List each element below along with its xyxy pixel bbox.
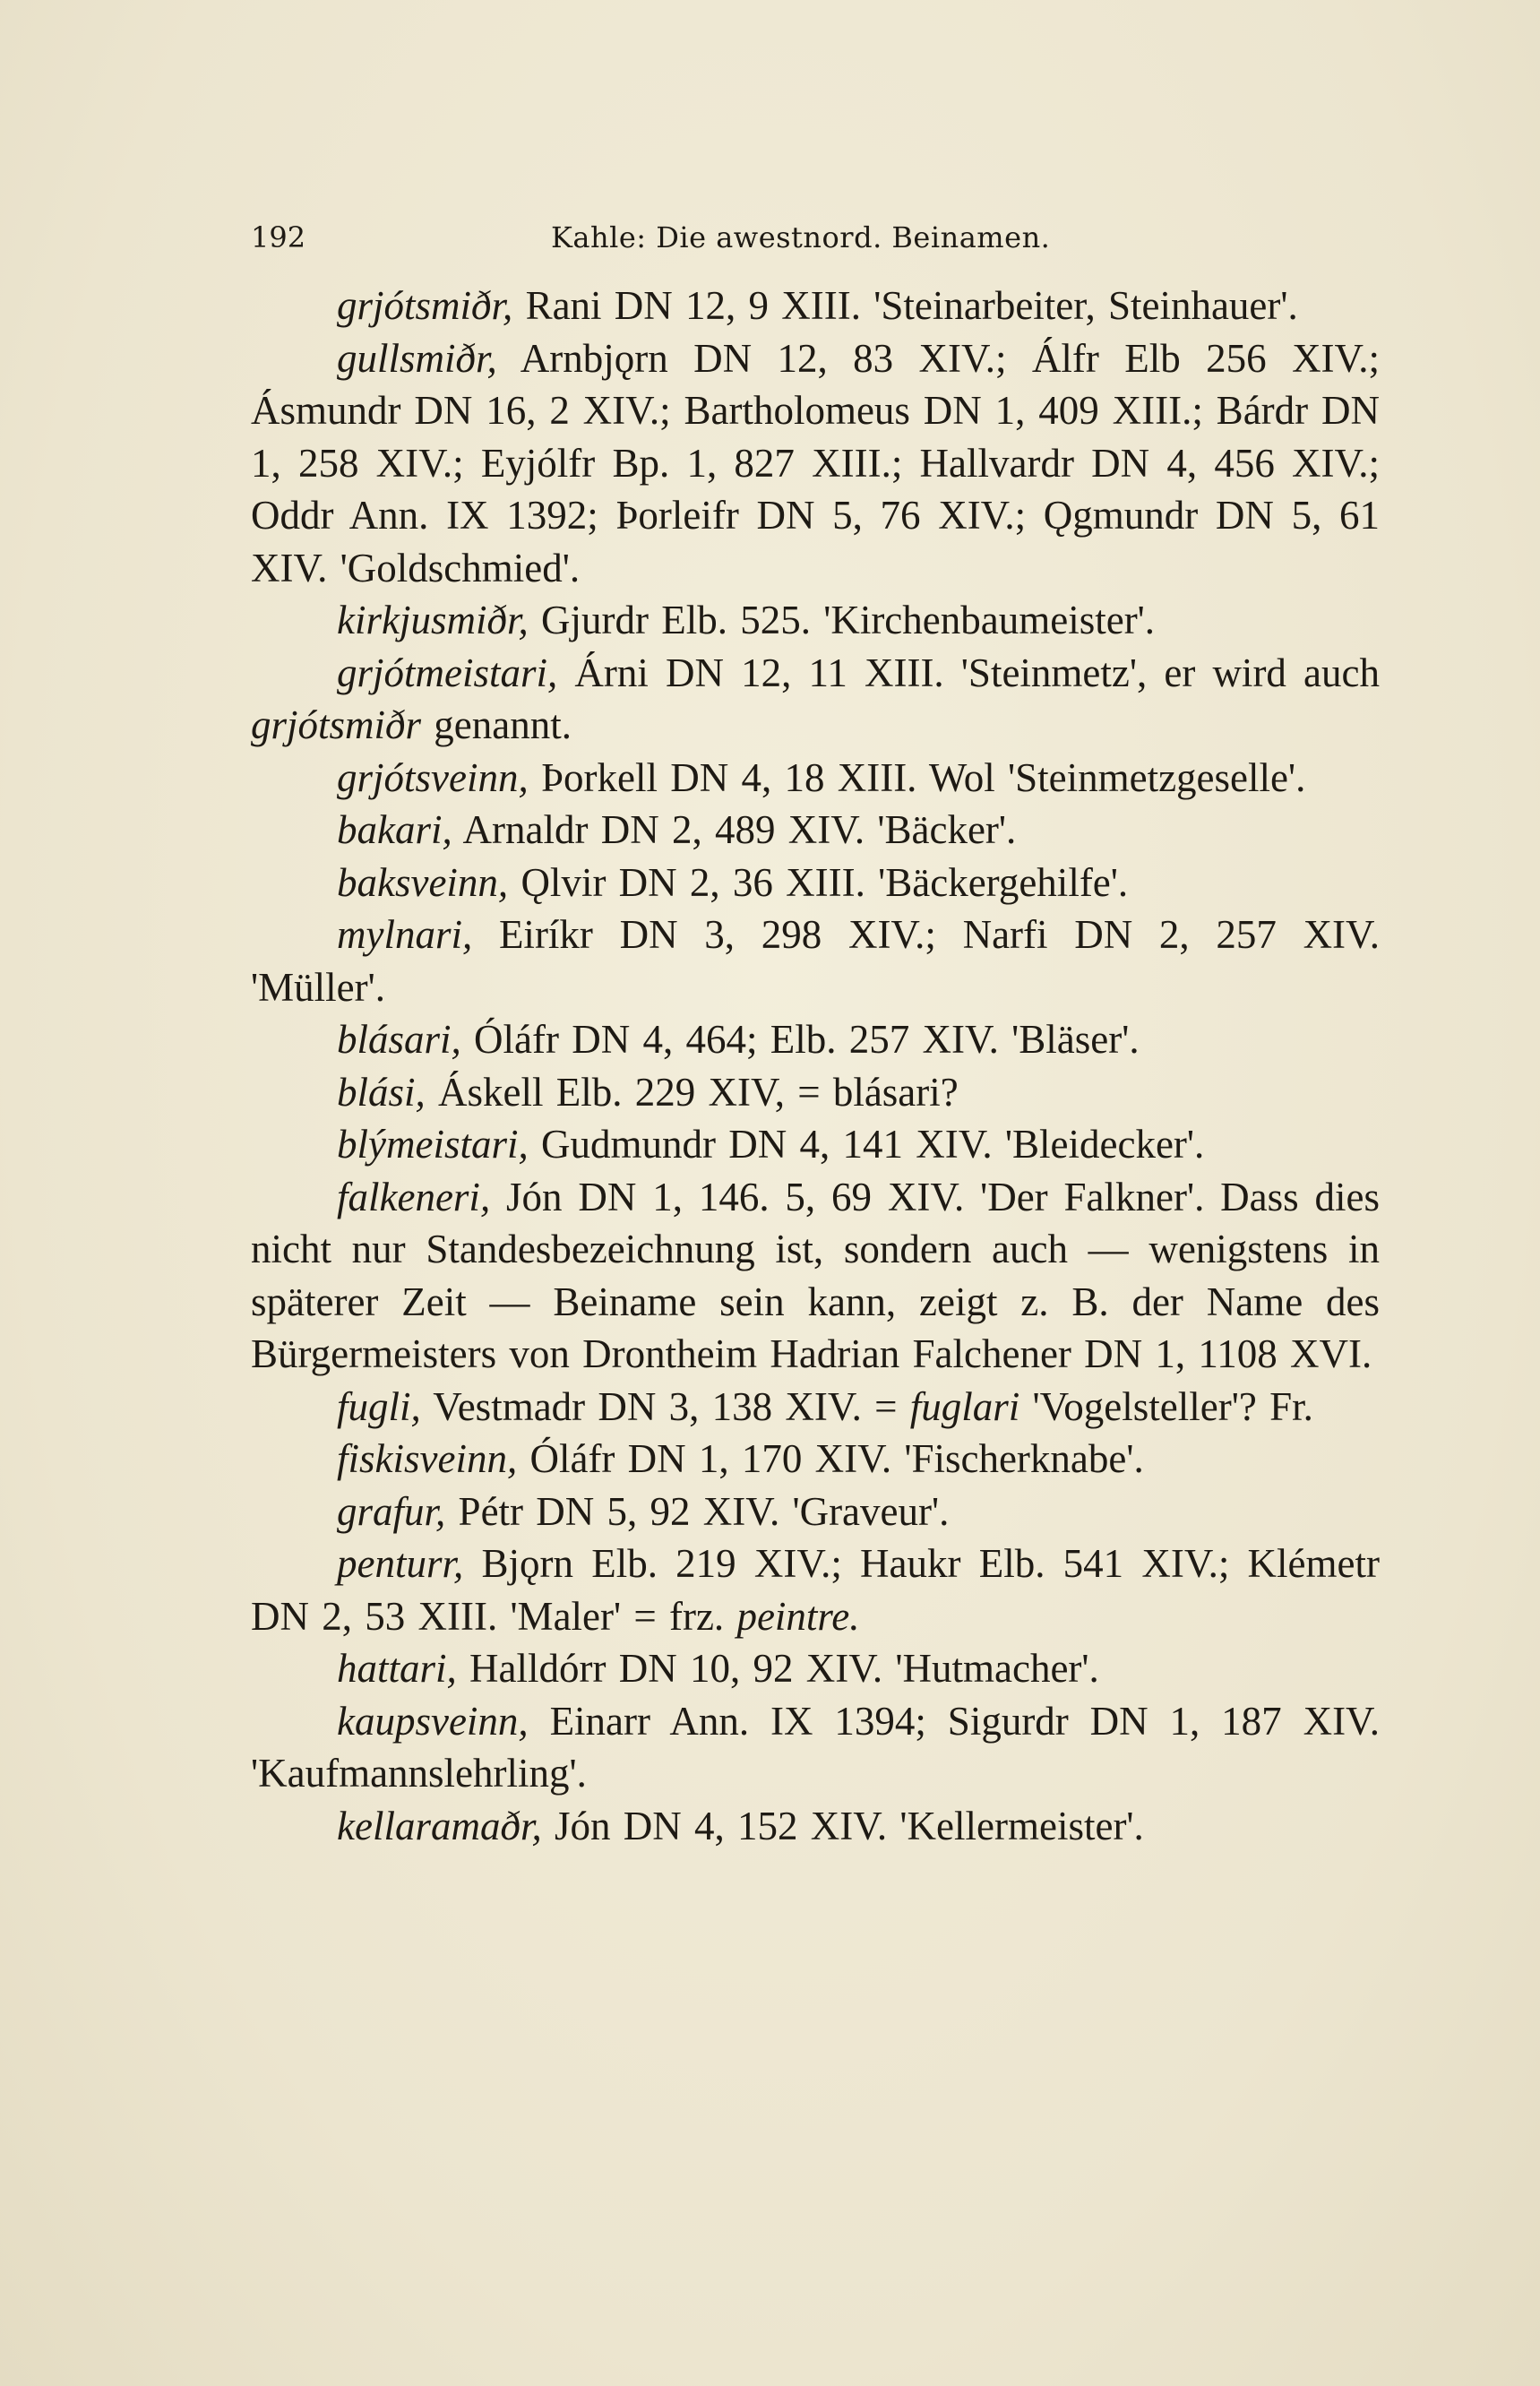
headword: bakari, bbox=[337, 807, 452, 852]
entry bbox=[251, 332, 1380, 595]
entry-text: Árni DN 12, 11 XIII. 'Steinmetz', er wird auch bbox=[557, 650, 1380, 695]
headword: grafur, bbox=[337, 1488, 446, 1534]
entry-text: Einarr Ann. IX 1394; Sigurdr DN 1, 187 XIV. 'Kaufmannslehrling'. bbox=[251, 1698, 1380, 1796]
headword: grjótsmiðr, bbox=[337, 283, 513, 328]
entry-text: Arnbjǫrn DN 12, 83 XIV.; Álfr Elb 256 XIV.; Ásmundr DN 16, 2 XIV.; Bartholomeus DN 1, 409 XIII.; Bárdr DN 1, 258 XIV.; Eyjólfr Bp. 1, 827 XIII.; Hallvardr DN 4, 456 XIV.; Oddr Ann. IX 1392; Þorleifr DN 5, 76 XIV.; Ǫgmundr DN 5, 61 XIV. 'Goldschmied'. bbox=[251, 335, 1380, 590]
entry-text: Arnaldr DN 2, 489 XIV. 'Bäcker'. bbox=[452, 807, 1017, 852]
entry bbox=[251, 1381, 1380, 1434]
headword: fugli, bbox=[337, 1383, 421, 1429]
page-number: 192 bbox=[251, 220, 306, 254]
headword: blási, bbox=[337, 1069, 426, 1115]
headword: blýmeistari, bbox=[337, 1122, 529, 1167]
entry bbox=[251, 1118, 1380, 1171]
entry bbox=[251, 804, 1380, 857]
headword: gullsmiðr, bbox=[337, 335, 497, 381]
entry-text: Óláfr DN 4, 464; Elb. 257 XIV. 'Bläser'. bbox=[460, 1017, 1140, 1062]
entry bbox=[251, 1486, 1380, 1538]
entry-text: Þorkell DN 4, 18 XIII. Wol 'Steinmetzgeselle'. bbox=[528, 754, 1306, 800]
entry-text: Ǫlvir DN 2, 36 XIII. 'Bäckergehilfe'. bbox=[508, 859, 1129, 905]
entry bbox=[251, 1171, 1380, 1381]
entry-text: Rani DN 12, 9 XIII. 'Steinarbeiter, Steinhauer'. bbox=[512, 283, 1298, 328]
entry bbox=[251, 647, 1380, 752]
headword: kirkjusmiðr, bbox=[337, 598, 529, 642]
entry bbox=[251, 1800, 1380, 1853]
entry-text: Jón DN 4, 152 XIV. 'Kellermeister'. bbox=[541, 1803, 1144, 1848]
headword: fiskisveinn, bbox=[337, 1436, 518, 1481]
entry-text: Gudmundr DN 4, 141 XIV. 'Bleidecker'. bbox=[528, 1122, 1205, 1167]
entry bbox=[251, 1642, 1380, 1695]
entry-text: Gjurdr Elb. 525. 'Kirchenbaumeister'. bbox=[528, 598, 1156, 642]
headword: falkeneri, bbox=[337, 1174, 491, 1219]
headword-inline: peintre. bbox=[736, 1593, 860, 1639]
headword: blásari, bbox=[337, 1017, 461, 1062]
entry-text-cont: 'Vogelsteller'? Fr. bbox=[1019, 1383, 1313, 1429]
headword: kellaramaðr, bbox=[337, 1803, 542, 1848]
entry-text: Pétr DN 5, 92 XIV. 'Graveur'. bbox=[445, 1488, 950, 1534]
headword-inline: grjótsmiðr bbox=[251, 702, 422, 747]
headword: grjótmeistari, bbox=[337, 650, 558, 695]
entry bbox=[251, 752, 1380, 805]
entry bbox=[251, 857, 1380, 909]
entry bbox=[251, 1433, 1380, 1486]
entry bbox=[251, 1538, 1380, 1642]
entry-text: Áskell Elb. 229 XIV, = blásari? bbox=[425, 1069, 959, 1115]
entry-text: Jón DN 1, 146. 5, 69 XIV. 'Der Falkner'. Dass dies nicht nur Standesbezeichnung ist, sondern auch — wenigstens in späterer Zeit — Beiname sein kann, zeigt z. B. der Name des Bürgermeisters von Drontheim Hadrian Falchener DN 1, 1108 XVI. bbox=[251, 1174, 1380, 1376]
entry bbox=[251, 1066, 1380, 1119]
entry-text: Óláfr DN 1, 170 XIV. 'Fischerknabe'. bbox=[517, 1436, 1144, 1481]
entry-text: Halldórr DN 10, 92 XIV. 'Hutmacher'. bbox=[456, 1646, 1099, 1691]
headword: mylnari, bbox=[337, 912, 473, 957]
headword: penturr, bbox=[337, 1541, 464, 1586]
body-text bbox=[251, 280, 1380, 1852]
headword: hattari, bbox=[337, 1646, 457, 1691]
entry-text-cont: genannt. bbox=[421, 702, 572, 747]
entry-text: Eiríkr DN 3, 298 XIV.; Narfi DN 2, 257 XIV. 'Müller'. bbox=[251, 912, 1380, 1010]
running-title: Kahle: Die awestnord. Beinamen. bbox=[551, 220, 1051, 254]
entry bbox=[251, 280, 1380, 332]
entry bbox=[251, 594, 1380, 647]
entry-text: Bjǫrn Elb. 219 XIV.; Haukr Elb. 541 XIV.; Klémetr DN 2, 53 XIII. 'Maler' = frz. bbox=[251, 1541, 1380, 1639]
entry-text: Vestmadr DN 3, 138 XIV. = bbox=[420, 1383, 910, 1429]
headword: grjótsveinn, bbox=[337, 754, 529, 800]
headword-inline: fuglari bbox=[909, 1383, 1020, 1429]
entry bbox=[251, 909, 1380, 1013]
headword: kaupsveinn, bbox=[337, 1698, 529, 1744]
entry bbox=[251, 1013, 1380, 1066]
page-header bbox=[251, 208, 1380, 262]
headword: baksveinn, bbox=[337, 859, 509, 905]
entry bbox=[251, 1695, 1380, 1800]
